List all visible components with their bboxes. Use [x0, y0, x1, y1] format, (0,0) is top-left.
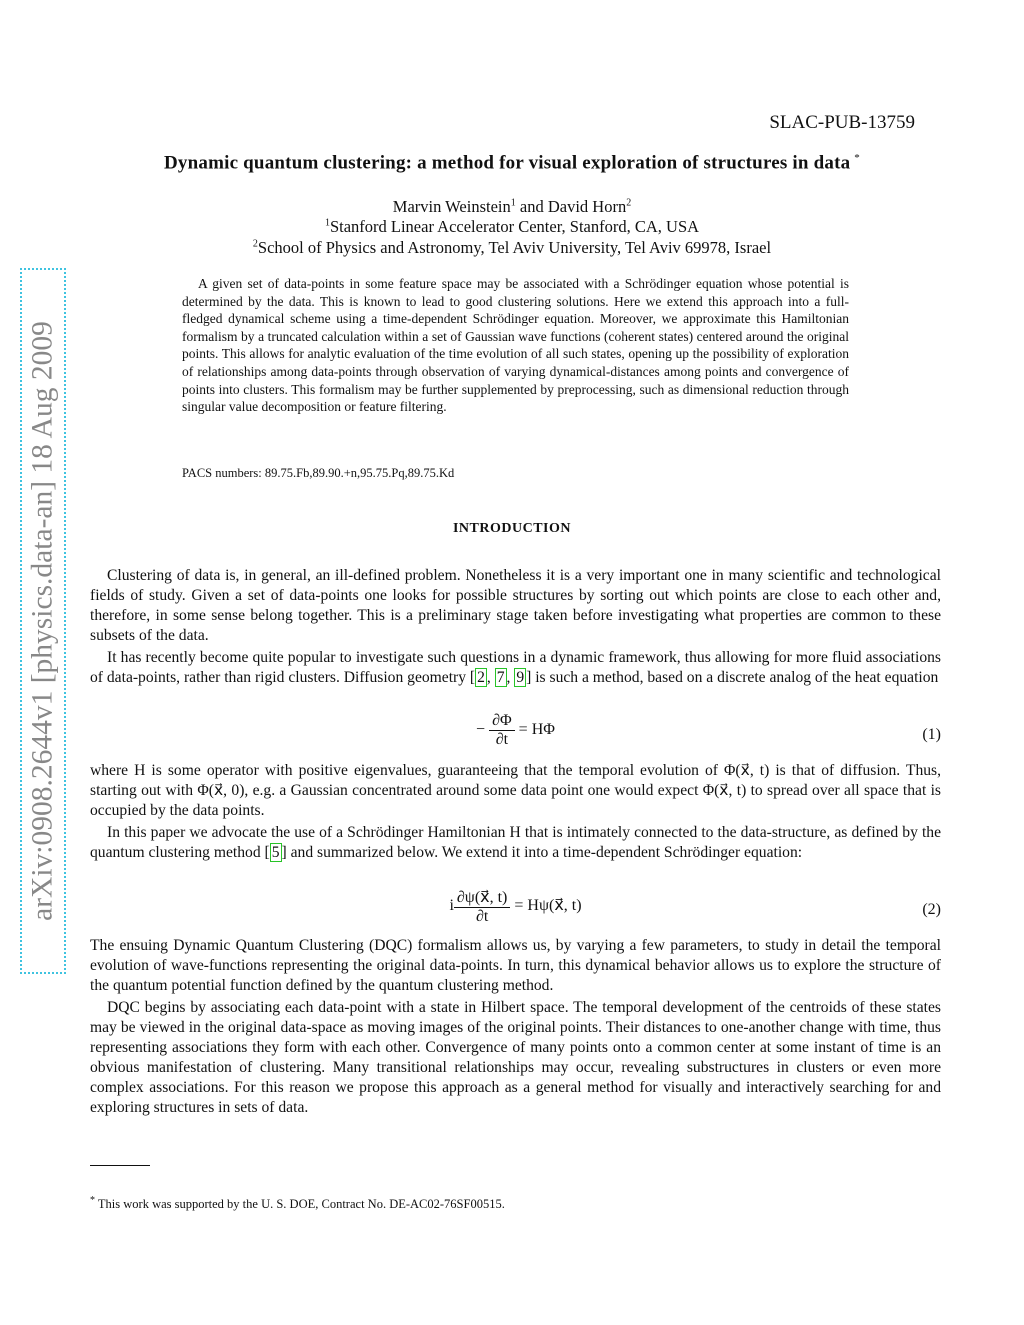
equation-2 [90, 887, 941, 935]
arxiv-id: arXiv:0908.2644v1 [physics.data-an] 18 Aug 2009 [26, 321, 59, 921]
affiliation-mark: 2 [252, 238, 258, 250]
citation-link[interactable]: 9 [516, 669, 525, 686]
citation-link[interactable]: 7 [496, 669, 505, 686]
citation-separator: , [486, 669, 495, 686]
equation-rhs: = HΦ [518, 721, 555, 739]
fraction-denominator: ∂t [495, 731, 509, 748]
author-name: Marvin Weinstein [392, 197, 511, 216]
footnote-text: This work was supported by the U. S. DOE, Contract No. DE-AC02-76SF00515. [97, 1197, 505, 1212]
title-footnote-mark: * [854, 152, 860, 164]
footnote-mark: * [90, 1195, 95, 1206]
paragraph-text: In this paper we advocate the use of a Schrödinger Hamiltonian H that is intimately connected to the data-structure, as defined by the quantum clustering method [ [90, 824, 941, 861]
author-list [0, 197, 1024, 217]
paragraph: The ensuing Dynamic Quantum Clustering (DQC) formalism allows us, by varying a few parameters, to study in detail the temporal evolution of wave-functions representing the original data-points. In turn, this dynamical behavior allows us to explore the structure of the quantum potential function defined by the quantum clustering method. [90, 937, 941, 994]
fraction-denominator: ∂t [475, 908, 489, 925]
affiliation-mark: 1 [324, 217, 330, 229]
equation-body [90, 887, 941, 926]
equation-number: (2) [922, 901, 941, 918]
footnote [90, 1195, 505, 1212]
equation-number: (1) [922, 726, 941, 743]
pacs-numbers: PACS numbers: 89.75.Fb,89.90.+n,95.75.Pq,89.75.Kd [182, 466, 455, 480]
paragraph-text: It has recently become quite popular to investigate such questions in a dynamic framework, thus allowing for more fluid associations of data-points, rather than rigid clusters. Diffusion geometry [ [90, 649, 941, 686]
paragraph: Clustering of data is, in general, an ill-defined problem. Nonetheless it is a very important one in many scientific and technological fields of study. Given a set of data-points one looks for possible structures by sorting out which points are close to each other and, therefore, in some sense belong together. This is a preliminary stage taken before investigating what properties are common to these subsets of the data. [90, 567, 941, 644]
equation-prefix: − [476, 721, 486, 739]
title-text: Dynamic quantum clustering: a method for visual exploration of structures in data [163, 152, 851, 174]
fraction-numerator: ∂Φ [489, 712, 515, 731]
footnote-divider [90, 1165, 150, 1166]
citation-link[interactable]: 5 [271, 844, 280, 861]
author-name: David Horn [547, 197, 627, 216]
paragraph: where H is some operator with positive eigenvalues, guaranteeing that the temporal evolution of Φ(x⃗, t) is that of diffusion. Thus, starting out with Φ(x⃗, 0), e.g. a Gaussian concentrated around some data point one would expect Φ(x⃗, t) to spread over all space that is occupied by the data points. [90, 762, 941, 819]
paper-title [0, 152, 1024, 174]
paragraph [90, 823, 941, 863]
author-affil-mark: 1 [510, 197, 516, 209]
paragraph-text: ] and summarized below. We extend it into a time-dependent Schrödinger equation: [281, 844, 803, 861]
abstract: A given set of data-points in some feature space may be associated with a Schrödinger equation whose potential is determined by the data. This is known to lead to good clustering solutions. Here we extend this approach into a full-fledged dynamical scheme using a time-dependent Schrödinger equation. Moreover, we approximate this Hamiltonian formalism by a truncated calculation within a set of Gaussian wave functions (coherent states) centered around the original points. This allows for analytic evaluation of the time evolution of all such states, opening up the possibility of exploration of relationships among data-points through observation of varying dynamical-distances among points and convergence of points into clusters. This formalism may be further supplemented by preprocessing, such as dimensional reduction through singular value decomposition or feature filtering. [182, 276, 849, 415]
affiliation [0, 217, 1024, 237]
paragraph [90, 648, 941, 688]
section-heading: INTRODUCTION [452, 521, 571, 536]
equation-fraction [454, 887, 511, 926]
report-number: SLAC-PUB-13759 [769, 112, 915, 133]
citation-separator: , [506, 669, 515, 686]
equation-fraction [489, 712, 515, 749]
author-conjunction: and [519, 197, 544, 216]
paragraph: DQC begins by associating each data-point with a state in Hilbert space. The temporal development of the centroids of these states may be viewed in the original data-space as moving images of the original points. Their distances to one-another change with time, thus representing associations they form with each other. Convergence of many points onto a common center at some instant of time is an obvious manifestation of clustering. Many transitional relationships may occur, revealing substructures in clusters or even more complex associations. For this reason we propose this approach as a general method for visually and interactively searching for and exploring structures in sets of data. [90, 999, 941, 1116]
equation-rhs: = Hψ(x⃗, t) [514, 897, 582, 915]
equation-1 [90, 712, 941, 760]
affiliation-text: School of Physics and Astronomy, Tel Aviv University, Tel Aviv 69978, Israel [257, 238, 772, 257]
affiliation [0, 238, 1024, 258]
equation-body [90, 712, 941, 749]
author-affil-mark: 2 [626, 197, 632, 209]
paragraph-text: ] is such a method, based on a discrete analog of the heat equation [526, 669, 939, 686]
affiliation-text: Stanford Linear Accelerator Center, Stanford, CA, USA [329, 217, 700, 236]
fraction-numerator: ∂ψ(x⃗, t) [454, 887, 511, 908]
equation-prefix: i [449, 897, 454, 915]
citation-link[interactable]: 2 [477, 669, 485, 686]
arxiv-stamp [20, 268, 66, 974]
